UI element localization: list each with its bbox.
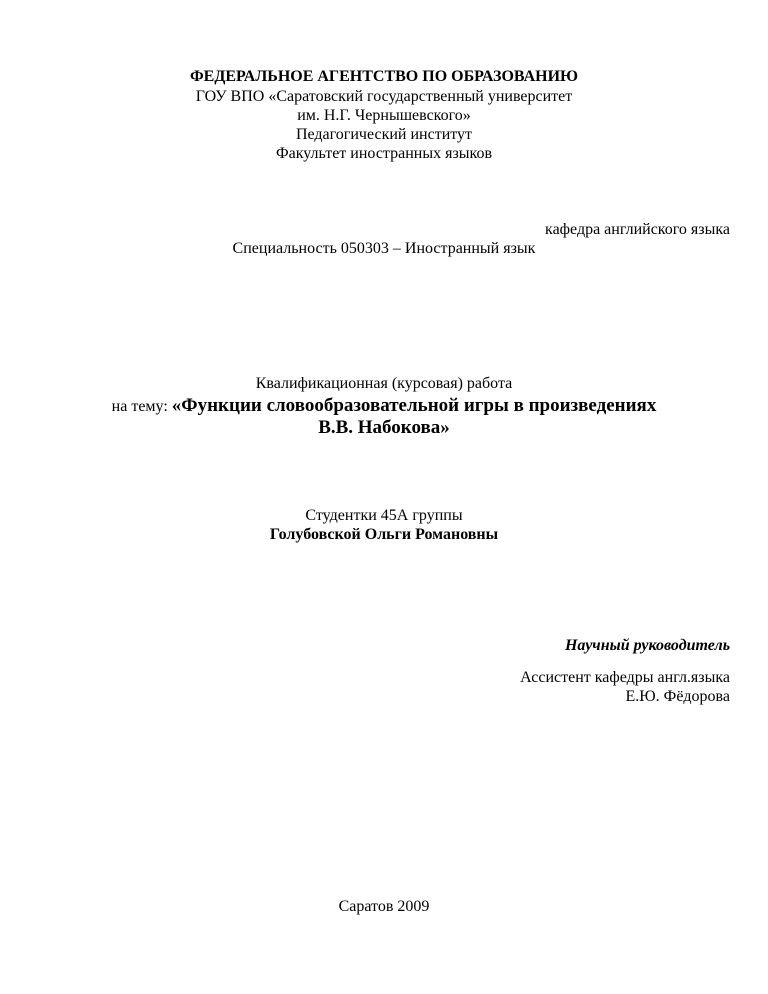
student-group: Студентки 45А группы [305, 507, 463, 524]
work-topic-line-1 [0, 395, 768, 417]
specialty: Специальность 050303 – Иностранный язык [232, 240, 536, 257]
supervisor-name: Е.Ю. Фёдорова [625, 688, 730, 705]
supervisor-heading: Научный руководитель [564, 637, 730, 654]
institute-name: Педагогический институт [295, 126, 473, 143]
student-name: Голубовской Ольги Романовны [269, 526, 499, 543]
university-line-1: ГОУ ВПО «Саратовский государственный университет [195, 88, 573, 105]
work-type: Квалификационная (курсовая) работа [255, 375, 513, 392]
supervisor-position: Ассистент кафедры англ.языка [520, 669, 730, 686]
work-topic-line-2: В.В. Набокова» [318, 417, 450, 438]
topic-title: «Функции словообразовательной игры в произведениях [171, 395, 657, 416]
topic-prefix: на тему: [111, 398, 168, 415]
agency-heading: ФЕДЕРАЛЬНОЕ АГЕНТСТВО ПО ОБРАЗОВАНИЮ [189, 68, 579, 85]
city-year: Саратов 2009 [338, 898, 430, 915]
department-name: кафедра английского языка [545, 221, 730, 238]
university-line-2: им. Н.Г. Чернышевского» [297, 107, 471, 124]
faculty-name: Факультет иностранных языков [275, 145, 493, 162]
